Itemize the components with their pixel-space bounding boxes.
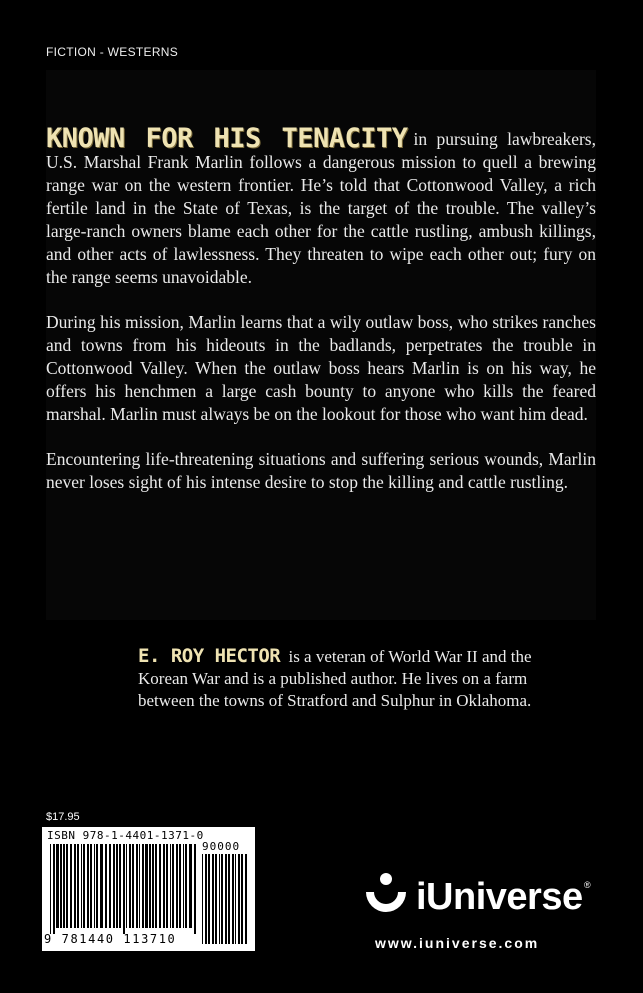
blurb-paragraph-1-text: in pursuing lawbreakers, U.S. Marshal Frank Marlin follows a dangerous mission to quell a brewing range war on the western frontier. He’s told that Cottonwood Valley, a rich fertile land in the State of Texas, is the target of the trouble. The valley’s large-ranch owners blame each other for the cattle rustling, ambush killings, and other acts of lawlessness. They threaten to wipe each other out; fury on the range seems unavoidable.	[46, 129, 596, 287]
blurb-paragraph-3: Encountering life-threatening situations and suffering serious wounds, Marlin never loses sight of his intense desire to stop the killing and cattle rustling.	[46, 449, 596, 492]
ean-digits: 9 781440 113710	[44, 932, 177, 946]
registered-mark: ®	[584, 880, 591, 890]
addon-digits: 90000	[202, 840, 241, 853]
price: $17.95	[46, 811, 80, 823]
blurb-paragraph-1	[46, 123, 596, 289]
isbn-text: ISBN 978-1-4401-1371-0	[47, 829, 204, 842]
author-bio-text: is a veteran of World War II and the Korean War and is a published author. He lives on a farm between the towns of Stratford and Sulphur in Oklahoma.	[138, 647, 532, 710]
publisher-logo	[362, 870, 602, 930]
ean-barcode-bars	[50, 844, 196, 934]
author-name: E. ROY HECTOR	[138, 645, 281, 667]
publisher-name: iUniverse	[416, 876, 583, 918]
addon-barcode-bars	[202, 854, 250, 944]
blurb-paragraph-2: During his mission, Marlin learns that a wily outlaw boss, who strikes ranches and towns from his hideouts in the badlands, perpetrates the trouble in Cottonwood Valley. When the outlaw boss hears Marlin is on his way, he offers his henchmen a large cash bounty to anyone who kills the feared marshal. Marlin must always be on the lookout for those who want him dead.	[46, 312, 596, 424]
publisher-url: www.iuniverse.com	[375, 935, 540, 951]
blurb-lead: KNOWN FOR HIS TENACITY	[46, 123, 408, 154]
iuniverse-logo-icon	[362, 870, 412, 930]
author-bio	[138, 645, 558, 712]
blurb-text	[46, 123, 596, 516]
category-label: FICTION - WESTERNS	[46, 45, 179, 59]
barcode	[42, 827, 255, 951]
